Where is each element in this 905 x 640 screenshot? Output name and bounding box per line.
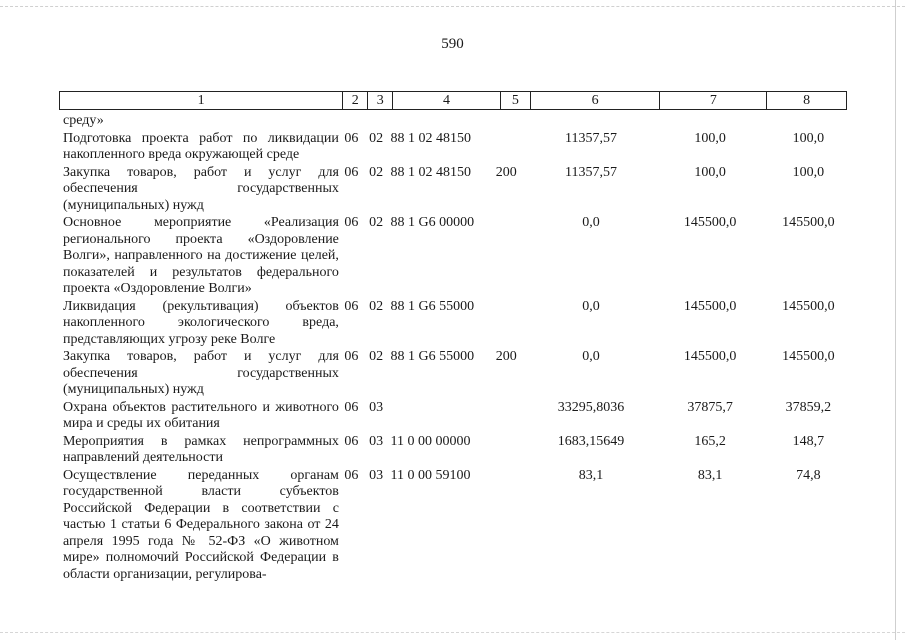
row-section: 06	[344, 399, 359, 415]
row-value-6: 0,0	[582, 298, 600, 314]
table-column-header	[59, 91, 847, 110]
column-header-5: 5	[501, 92, 531, 109]
row-name: среду»	[63, 113, 104, 128]
row-value-8: 145500,0	[782, 349, 835, 364]
row-subsection: 03	[369, 467, 384, 483]
row-value-7: 145500,0	[683, 349, 737, 364]
scan-edge-top	[0, 6, 905, 8]
row-value-7: 145500,0	[683, 215, 737, 230]
row-value-7: 37875,7	[687, 399, 733, 415]
row-subsection: 03	[369, 399, 384, 415]
scan-edge-bottom	[0, 632, 905, 634]
row-target-code: 11 0 00 59100	[390, 467, 471, 483]
column-header-2: 2	[343, 92, 368, 109]
page-number: 590	[441, 36, 464, 52]
column-header-3: 3	[368, 92, 393, 109]
row-target-code: 11 0 00 00000	[390, 433, 471, 449]
table-row	[63, 434, 853, 467]
row-value-7: 100,0	[694, 164, 726, 180]
column-header-7: 7	[660, 92, 767, 109]
row-value-6: 1683,15649	[557, 433, 625, 449]
table-row	[63, 113, 853, 130]
row-subsection: 02	[369, 130, 384, 146]
row-value-7: 83,1	[697, 467, 723, 483]
column-header-4: 4	[393, 92, 501, 109]
row-target-code: 88 1 02 48150	[390, 130, 472, 146]
row-target-code: 88 1 02 48150	[390, 164, 472, 180]
row-value-6: 11357,57	[565, 130, 617, 146]
row-name: Закупка товаров, работ и услуг для обеспечения государственных (муниципальных) нужд	[63, 164, 339, 213]
row-name: Охрана объектов растительного и животного мира и среды их обитания	[63, 399, 339, 431]
row-section: 06	[344, 467, 359, 483]
row-value-7: 165,2	[694, 433, 726, 449]
row-value-8: 145500,0	[782, 298, 835, 314]
table-row	[63, 400, 853, 433]
row-value-8: 74,8	[796, 467, 821, 483]
table-row	[63, 349, 853, 399]
row-expense-type: 200	[495, 164, 517, 180]
row-value-8: 145500,0	[782, 215, 835, 230]
column-header-1: 1	[60, 92, 343, 109]
row-value-6: 83,1	[578, 467, 604, 483]
row-subsection: 02	[369, 349, 384, 364]
row-section: 06	[344, 215, 359, 230]
column-header-6: 6	[531, 92, 661, 109]
row-value-6: 0,0	[582, 349, 600, 364]
row-value-6: 11357,57	[565, 164, 617, 180]
table-row	[63, 165, 853, 215]
row-name: Мероприятия в рамках непрограммных направлений деятельности	[63, 433, 339, 465]
table-row	[63, 215, 853, 298]
row-name: Осуществление переданных органам государственной власти субъектов Российской Федерации в соответствии с частью 1 статьи 6 Федерального закона от 24 апреля 1995 года № 52-ФЗ «О животном мире» полномочий Российской Федерации в области организации, регулирова-	[63, 467, 339, 582]
row-section: 06	[344, 433, 359, 449]
row-value-8: 100,0	[792, 130, 825, 146]
row-value-6: 33295,8036	[557, 399, 625, 415]
scan-edge-right	[895, 0, 897, 640]
row-target-code: 88 1 G6 00000	[390, 215, 475, 230]
row-subsection: 02	[369, 164, 384, 180]
row-subsection: 02	[369, 215, 384, 230]
row-name: Подготовка проекта работ по ликвидации накопленного вреда окружающей среде	[63, 130, 339, 162]
row-value-7: 145500,0	[683, 298, 737, 314]
column-header-8: 8	[803, 93, 811, 108]
row-value-8: 148,7	[792, 433, 825, 449]
table-row	[63, 468, 853, 584]
row-target-code: 88 1 G6 55000	[390, 298, 475, 314]
row-name: Закупка товаров, работ и услуг для обеспечения государственных (муниципальных) нужд	[63, 349, 339, 397]
row-value-7: 100,0	[694, 130, 726, 146]
row-section: 06	[344, 164, 359, 180]
row-value-8: 100,0	[792, 164, 825, 180]
row-name: Основное мероприятие «Реализация регионального проекта «Оздоровление Волги», направленного на достижение целей, показателей и результатов федерального проекта «Оздоровление Волги»	[63, 215, 339, 296]
row-section: 06	[344, 298, 359, 314]
table-body	[63, 113, 853, 584]
row-subsection: 02	[369, 298, 384, 314]
row-value-8: 37859,2	[785, 399, 832, 415]
table-row	[63, 299, 853, 349]
table-row	[63, 131, 853, 164]
row-section: 06	[344, 130, 359, 146]
row-subsection: 03	[369, 433, 384, 449]
row-expense-type: 200	[495, 349, 517, 364]
row-target-code: 88 1 G6 55000	[390, 349, 475, 364]
row-value-6: 0,0	[582, 215, 600, 230]
row-section: 06	[344, 349, 359, 364]
row-name: Ликвидация (рекультивация) объектов накопленного экологического вреда, представляющих угрозу реке Волге	[63, 298, 339, 347]
